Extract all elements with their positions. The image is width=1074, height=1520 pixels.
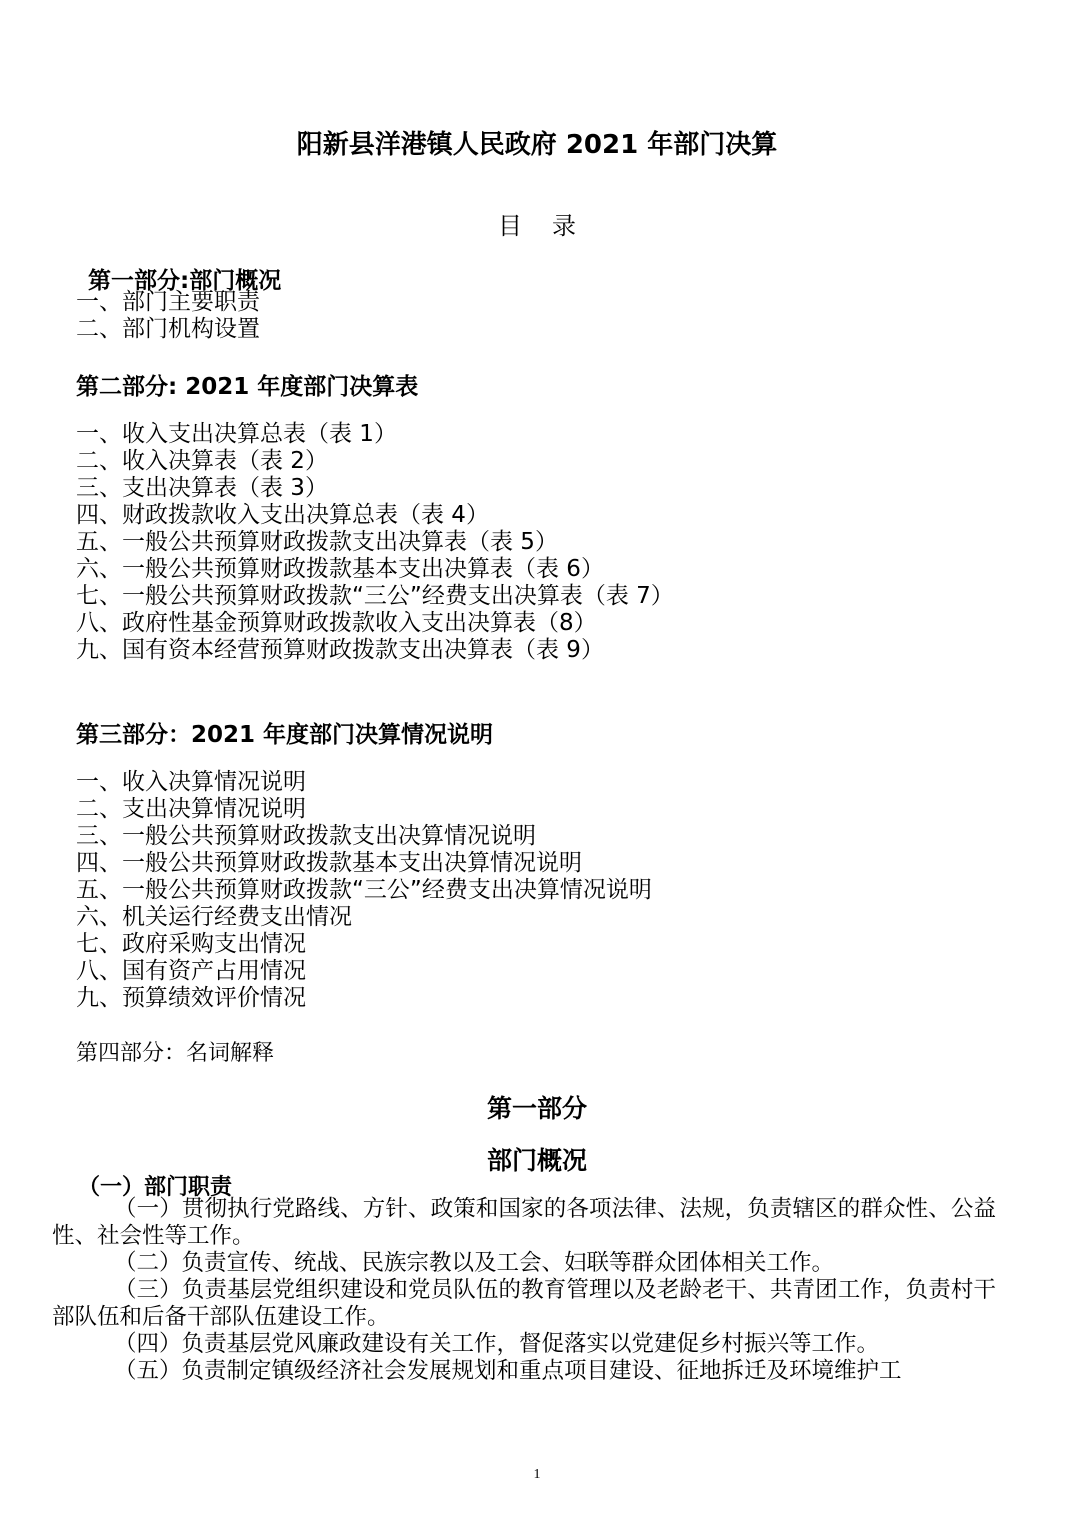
list-item: 九、国有资本经营预算财政拨款支出决算表（表 9） xyxy=(76,637,604,663)
list-item: 九、预算绩效评价情况 xyxy=(76,985,306,1011)
list-item: 一、收入支出决算总表（表 1） xyxy=(76,421,397,447)
list-item: 二、收入决算表（表 2） xyxy=(76,448,328,474)
page-number: 1 xyxy=(533,1467,541,1482)
list-item: 五、一般公共预算财政拨款“三公”经费支出决算情况说明 xyxy=(76,877,652,903)
duty-paragraph: （五）负责制定镇级经济社会发展规划和重点项目建设、征地拆迁及环境维护工 xyxy=(114,1358,902,1384)
list-item: 六、机关运行经费支出情况 xyxy=(76,904,352,930)
section-sub-title: 部门概况 xyxy=(486,1146,587,1175)
duties-heading: （一）部门职责 xyxy=(78,1175,233,1200)
section-part-title: 第一部分 xyxy=(486,1094,587,1123)
duty-paragraph: （三）负责基层党组织建设和党员队伍的教育管理以及老龄老干、共青团工作，负责村干部队伍和后备干部队伍建设工作。 xyxy=(52,1277,996,1330)
part4-heading: 第四部分：名词解释 xyxy=(76,1041,275,1066)
list-item: 四、一般公共预算财政拨款基本支出决算情况说明 xyxy=(76,850,582,876)
part3-heading: 第三部分：2021 年度部门决算情况说明 xyxy=(76,722,494,748)
list-item: 三、支出决算表（表 3） xyxy=(76,475,328,501)
list-item: 八、政府性基金预算财政拨款收入支出决算表（8） xyxy=(76,610,597,636)
list-item: 七、一般公共预算财政拨款“三公”经费支出决算表（表 7） xyxy=(76,583,674,609)
duty-paragraph: （四）负责基层党风廉政建设有关工作，督促落实以党建促乡村振兴等工作。 xyxy=(114,1331,880,1357)
part1-heading: 第一部分:部门概况 xyxy=(88,268,282,294)
duty-paragraph: （二）负责宣传、统战、民族宗教以及工会、妇联等群众团体相关工作。 xyxy=(114,1250,835,1276)
list-item: 一、收入决算情况说明 xyxy=(76,769,306,795)
list-item: 四、财政拨款收入支出决算总表（表 4） xyxy=(76,502,489,528)
list-item: 六、一般公共预算财政拨款基本支出决算表（表 6） xyxy=(76,556,604,582)
part3-list xyxy=(76,769,652,1012)
part2-heading: 第二部分: 2021 年度部门决算表 xyxy=(76,374,419,400)
list-item: 七、政府采购支出情况 xyxy=(76,931,306,957)
list-item: 二、支出决算情况说明 xyxy=(76,796,306,822)
list-item: 八、国有资产占用情况 xyxy=(76,958,306,984)
list-item: 二、部门机构设置 xyxy=(76,316,260,342)
part1-list xyxy=(76,289,260,343)
part2-list xyxy=(76,421,674,664)
duty-paragraph: （一）贯彻执行党路线、方针、政策和国家的各项法律、法规，负责辖区的群众性、公益性、社会性等工作。 xyxy=(52,1196,996,1249)
list-item: 五、一般公共预算财政拨款支出决算表（表 5） xyxy=(76,529,558,555)
list-item: 三、一般公共预算财政拨款支出决算情况说明 xyxy=(76,823,536,849)
document-title: 阳新县洋港镇人民政府 2021 年部门决算 xyxy=(296,130,778,160)
list-item: 一、部门主要职责 xyxy=(76,289,260,315)
toc-heading: 目录 xyxy=(498,212,606,240)
duties-body xyxy=(52,1196,996,1385)
